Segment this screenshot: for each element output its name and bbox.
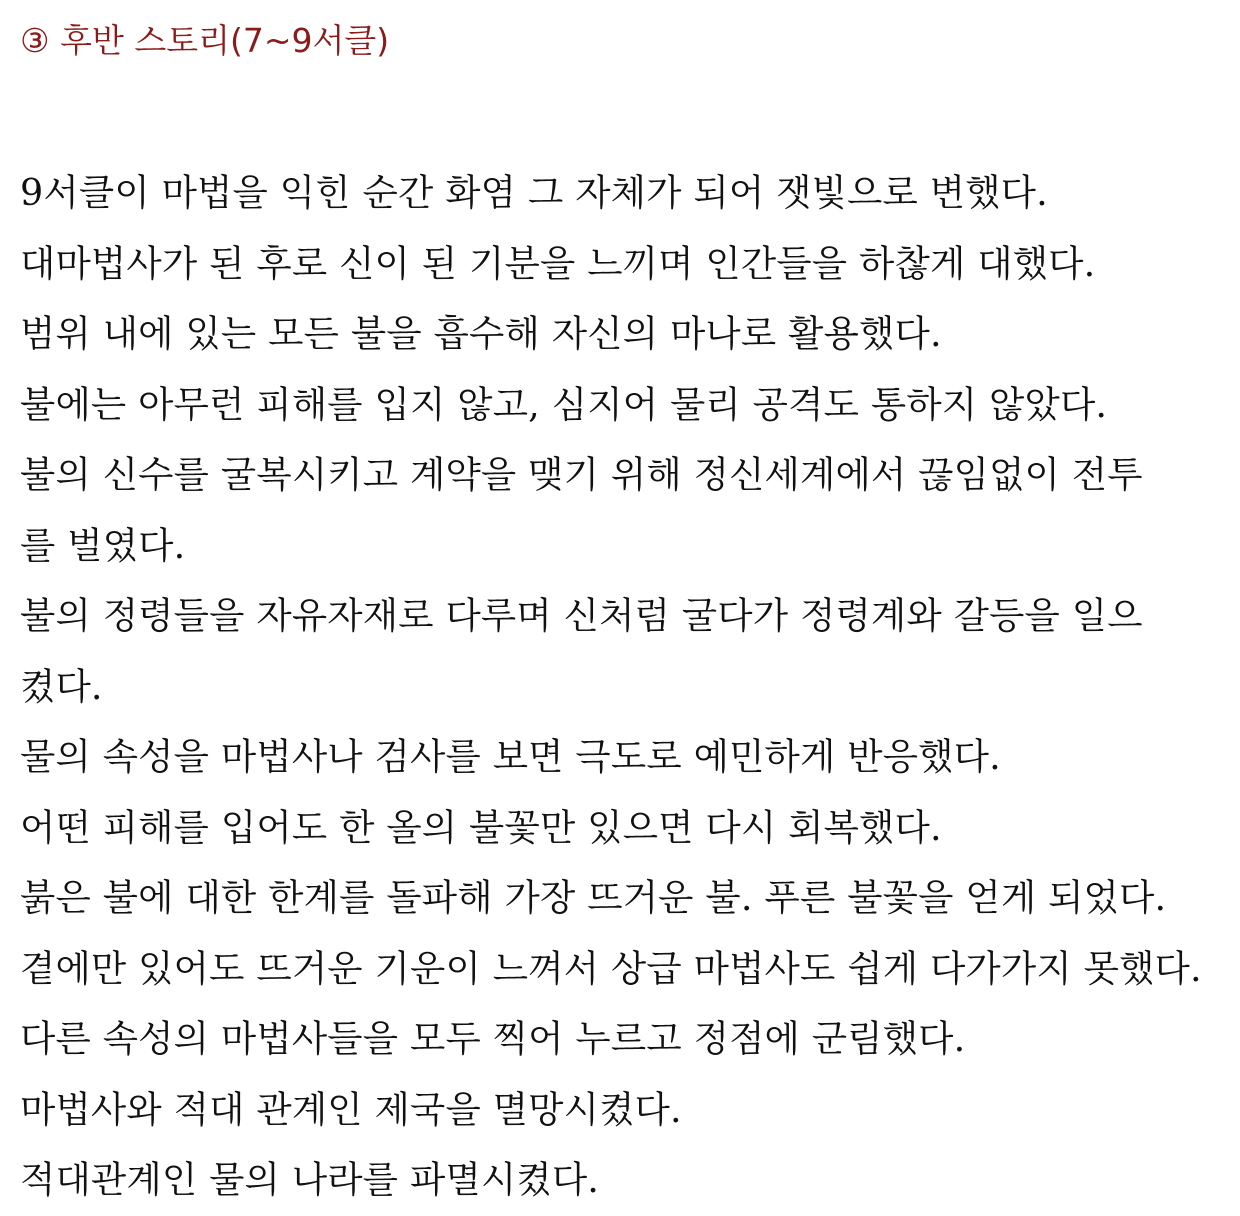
story-line: 적대관계인 물의 나라를 파멸시켰다.: [20, 1158, 600, 1201]
story-line: 다른 속성의 마법사들을 모두 찍어 누르고 정점에 군림했다.: [20, 1017, 966, 1060]
story-line: 마법사와 적대 관계인 제국을 멸망시켰다.: [20, 1087, 682, 1131]
story-line: 불의 신수를 굴복시키고 계약을 맺기 위해 정신세계에서 끊임없이 전투: [20, 453, 1143, 496]
story-text: [20, 158, 1226, 1216]
story-line: 곁에만 있어도 뜨거운 기운이 느껴서 상급 마법사도 쉽게 다가가지 못했다.: [20, 946, 1202, 990]
spacer: [20, 68, 1226, 158]
story-line: 켰다.: [20, 664, 103, 708]
story-line: 대마법사가 된 후로 신이 된 기분을 느끼며 인간들을 하찮게 대했다.: [20, 241, 1096, 285]
story-line: 범위 내에 있는 모든 불을 흡수해 자신의 마나로 활용했다.: [20, 312, 942, 355]
story-line: 물의 속성을 마법사나 검사를 보면 극도로 예민하게 반응했다.: [20, 735, 1001, 778]
story-line: 를 벌였다.: [20, 523, 186, 567]
story-line: 불에는 아무런 피해를 입지 않고, 심지어 물리 공격도 통하지 않았다.: [20, 382, 1108, 426]
story-line: 어떤 피해를 입어도 한 올의 불꽃만 있으면 다시 회복했다.: [20, 805, 942, 849]
section-heading: ③ 후반 스토리(7~9서클): [20, 21, 390, 60]
story-line: 불의 정령들을 자유자재로 다루며 신처럼 굴다가 정령계와 갈등을 일으: [20, 594, 1143, 637]
story-line: 9서클이 마법을 익힌 순간 화염 그 자체가 되어 잿빛으로 변했다.: [20, 171, 1048, 214]
story-line: 붉은 불에 대한 한계를 돌파해 가장 뜨거운 불. 푸른 불꽃을 얻게 되었다.: [20, 876, 1167, 919]
